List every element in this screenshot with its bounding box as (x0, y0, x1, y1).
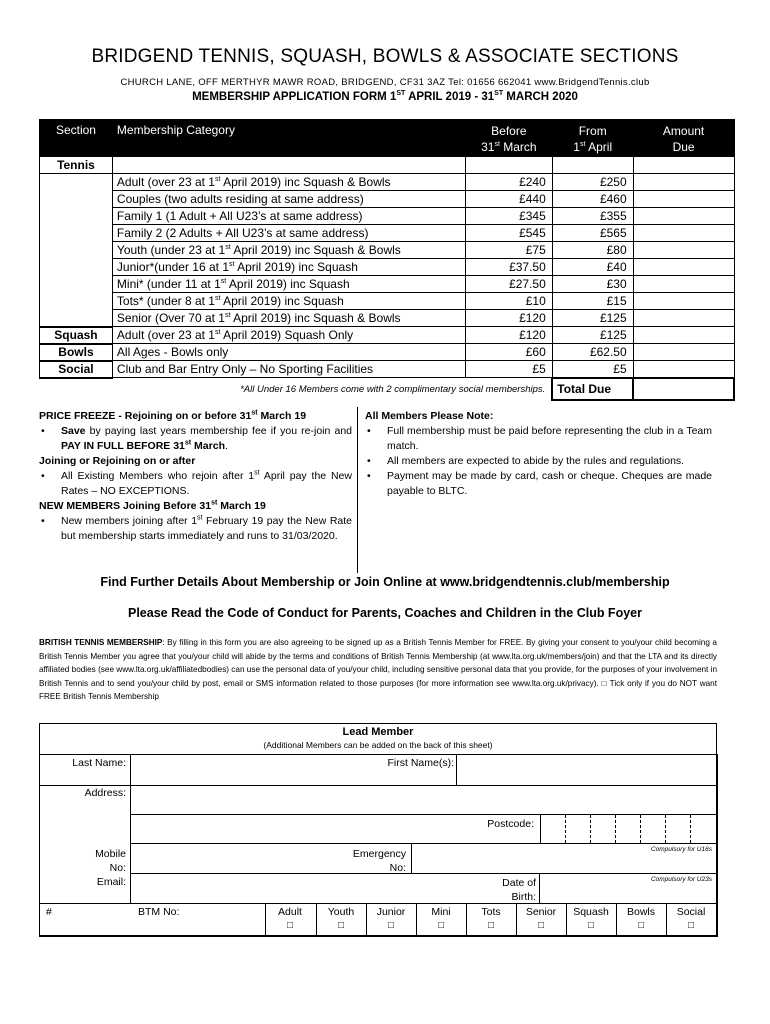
table-row (40, 242, 735, 259)
btm-no-label: BTM No: (138, 906, 180, 918)
notes-right (365, 409, 712, 499)
amount-due-cell (633, 327, 734, 344)
type-label: Tots (481, 906, 501, 918)
bta-consent-text: BRITISH TENNIS MEMBERSHIP: By filling in this form you are also agreeing to be signed up as a British Tennis Member for FREE. By giving your consent to you/your child becoming a British Tennis Member you agree that you/your child will abide by the terms and conditions of British Tennis Membership (at www.lta.org.uk/members/join) and that the LTA and its directly affiliated bodies (see www.lta.org.uk/affiliatedbodies) can use the personal data of you/your child, including sensitive personal data that you provide, for the purposes of your involvement in British Tennis and to send you/your child by post, email or SMS information related to those purposes (for more information see www.lta.org.uk/privacy). □ Tick only if you do NOT want FREE British Tennis Membership (39, 638, 717, 702)
category-cell: Adult (over 23 at 1st April 2019) Squash Only (112, 327, 465, 344)
price-before-cell: £27.50 (465, 276, 552, 293)
list-item: • All Existing Members who rejoin after 1st April pay the New Rates – NO EXCEPTIONS. (39, 469, 352, 499)
type-checkbox[interactable]: □ (337, 920, 345, 931)
price-from-cell: £15 (552, 293, 633, 310)
price-before-cell: £440 (465, 191, 552, 208)
club-address: CHURCH LANE, OFF MERTHYR MAWR ROAD, BRIDGEND, CF31 3AZ Tel: 01656 662041 www.BridgendTennis.club (120, 77, 650, 88)
table-row (40, 293, 735, 310)
page-title: BRIDGEND TENNIS, SQUASH, BOWLS & ASSOCIATE SECTIONS (91, 46, 679, 67)
category-cell: Club and Bar Entry Only – No Sporting Facilities (112, 361, 465, 378)
table-row (40, 174, 735, 191)
all-members-heading: All Members Please Note: (365, 410, 494, 422)
type-label: Junior (376, 906, 406, 918)
header-section: Section (40, 120, 113, 157)
table-row (40, 344, 735, 361)
new-members-heading: NEW MEMBERS Joining Before 31st March 19 (39, 499, 266, 512)
section-cell (40, 310, 113, 327)
price-before-cell: £60 (465, 344, 552, 361)
header-amount: Amount Due (633, 120, 734, 157)
emergency-label: Emergency No: (352, 848, 406, 874)
type-checkbox[interactable]: □ (286, 920, 294, 931)
list-item: • Full membership must be paid before representing the club in a Team match. (365, 424, 712, 454)
price-before-cell: £37.50 (465, 259, 552, 276)
type-checkbox[interactable]: □ (537, 920, 545, 931)
form-title: MEMBERSHIP APPLICATION FORM 1ST APRIL 2019 - 31ST MARCH 2020 (192, 90, 578, 103)
table-row (40, 327, 735, 344)
price-before-cell: £240 (465, 174, 552, 191)
table-row (40, 157, 735, 174)
price-from-cell: £460 (552, 191, 633, 208)
section-bowls: Bowls (40, 344, 113, 361)
category-cell: Senior (Over 70 at 1st April 2019) inc Squash & Bowls (112, 310, 465, 327)
total-due-field[interactable] (633, 378, 734, 400)
footnote: *All Under 16 Members come with 2 complimentary social memberships. (240, 383, 546, 395)
find-more-link[interactable]: Find Further Details About Membership or Join Online at www.bridgendtennis.club/membership (100, 575, 670, 589)
amount-due-cell (633, 174, 734, 191)
header-category: Membership Category (112, 120, 465, 157)
dob-label: Date of Birth: (502, 877, 536, 903)
type-label: Squash (573, 906, 609, 918)
first-names-field[interactable] (456, 754, 718, 786)
address-field[interactable] (130, 785, 718, 815)
category-cell: Couples (two adults residing at same address) (112, 191, 465, 208)
table-row (40, 191, 735, 208)
membership-table (39, 119, 735, 401)
table-header-row (40, 120, 735, 157)
table-footer-row (40, 378, 735, 400)
section-cell (40, 293, 113, 310)
notes-left (39, 409, 352, 544)
section-cell (40, 259, 113, 276)
price-before-cell: £120 (465, 310, 552, 327)
list-item: • New members joining after 1st February 19 pay the New Rate but membership starts immediately and runs to 31/03/2020. (39, 514, 352, 544)
category-cell: All Ages - Bowls only (112, 344, 465, 361)
lead-member-title: Lead Member (342, 726, 414, 738)
header-from: From 1st April (552, 120, 633, 157)
list-item: • Save by paying last years membership fee if you re-join and PAY IN FULL BEFORE 31st March. (39, 424, 352, 454)
lead-member-form (39, 723, 717, 936)
first-names-label: First Name(s): (387, 757, 454, 769)
amount-due-cell (633, 191, 734, 208)
category-cell: Youth (under 23 at 1st April 2019) inc Squash & Bowls (112, 242, 465, 259)
category-cell: Mini* (under 11 at 1st April 2019) inc Squash (112, 276, 465, 293)
hash-label: # (46, 906, 52, 918)
price-before-cell: £120 (465, 327, 552, 344)
section-social: Social (40, 361, 113, 378)
table-row (40, 208, 735, 225)
price-before-cell: £5 (465, 361, 552, 378)
type-label: Youth (327, 906, 355, 918)
amount-due-cell (633, 293, 734, 310)
type-label: Social (676, 906, 706, 918)
amount-due-cell (633, 310, 734, 327)
price-before-cell: £10 (465, 293, 552, 310)
compulsory-u16-note: Compulsory for U16s (650, 846, 712, 853)
amount-due-cell (633, 259, 734, 276)
type-checkbox[interactable]: □ (687, 920, 695, 931)
amount-due-cell (633, 361, 734, 378)
type-checkbox[interactable]: □ (637, 920, 645, 931)
category-cell: Junior*(under 16 at 1st April 2019) inc Squash (112, 259, 465, 276)
price-before-cell: £545 (465, 225, 552, 242)
category-cell: Adult (over 23 at 1st April 2019) inc Squash & Bowls (112, 174, 465, 191)
price-from-cell: £62.50 (552, 344, 633, 361)
mobile-label: Mobile No: (95, 848, 126, 874)
amount-due-cell (633, 276, 734, 293)
section-cell (40, 276, 113, 293)
type-checkbox[interactable]: □ (487, 920, 495, 931)
header-before: Before 31st March (465, 120, 552, 157)
total-due-label: Total Due (552, 378, 633, 400)
amount-due-cell (633, 344, 734, 361)
price-freeze-heading: PRICE FREEZE - Rejoining on or before 31st March 19 (39, 409, 307, 422)
price-before-cell: £345 (465, 208, 552, 225)
amount-due-cell (633, 225, 734, 242)
code-of-conduct-note: Please Read the Code of Conduct for Parents, Coaches and Children in the Club Foyer (128, 606, 642, 620)
type-label: Bowls (626, 906, 655, 918)
section-squash: Squash (40, 327, 113, 344)
price-from-cell: £5 (552, 361, 633, 378)
type-checkbox[interactable]: □ (387, 920, 395, 931)
type-label: Adult (278, 906, 302, 918)
postcode-field[interactable] (540, 814, 718, 844)
table-row (40, 361, 735, 378)
rejoin-heading: Joining or Rejoining on or after (39, 455, 196, 467)
section-cell (40, 242, 113, 259)
section-cell (40, 225, 113, 242)
table-row (40, 259, 735, 276)
category-cell: Family 1 (1 Adult + All U23’s at same address) (112, 208, 465, 225)
price-from-cell: £355 (552, 208, 633, 225)
section-tennis: Tennis (40, 157, 113, 174)
list-item: • Payment may be made by card, cash or cheque. Cheques are made payable to BLTC. (365, 469, 712, 499)
type-checkbox[interactable]: □ (437, 920, 445, 931)
price-before-cell: £75 (465, 242, 552, 259)
lead-member-subtitle: (Additional Members can be added on the back of this sheet) (263, 740, 493, 750)
price-from-cell: £125 (552, 327, 633, 344)
category-cell: Tots* (under 8 at 1st April 2019) inc Squash (112, 293, 465, 310)
amount-due-cell (633, 208, 734, 225)
table-row (40, 225, 735, 242)
section-cell (40, 191, 113, 208)
price-from-cell: £40 (552, 259, 633, 276)
compulsory-u23-note: Compulsory for U23s (650, 876, 712, 883)
address-label: Address: (84, 787, 126, 799)
section-cell (40, 174, 113, 191)
price-from-cell: £80 (552, 242, 633, 259)
price-from-cell: £565 (552, 225, 633, 242)
section-cell (40, 208, 113, 225)
type-checkbox[interactable]: □ (587, 920, 595, 931)
email-label: Email: (96, 876, 126, 888)
postcode-label: Postcode: (487, 818, 534, 830)
last-name-label: Last Name: (72, 757, 126, 769)
price-from-cell: £30 (552, 276, 633, 293)
type-label: Mini (431, 906, 451, 918)
amount-due-cell (633, 242, 734, 259)
table-row (40, 310, 735, 327)
table-row (40, 276, 735, 293)
list-item: • All members are expected to abide by the rules and regulations. (365, 454, 712, 469)
price-from-cell: £250 (552, 174, 633, 191)
notes-divider (357, 407, 358, 573)
type-label: Senior (525, 906, 557, 918)
price-from-cell: £125 (552, 310, 633, 327)
category-cell: Family 2 (2 Adults + All U23’s at same address) (112, 225, 465, 242)
